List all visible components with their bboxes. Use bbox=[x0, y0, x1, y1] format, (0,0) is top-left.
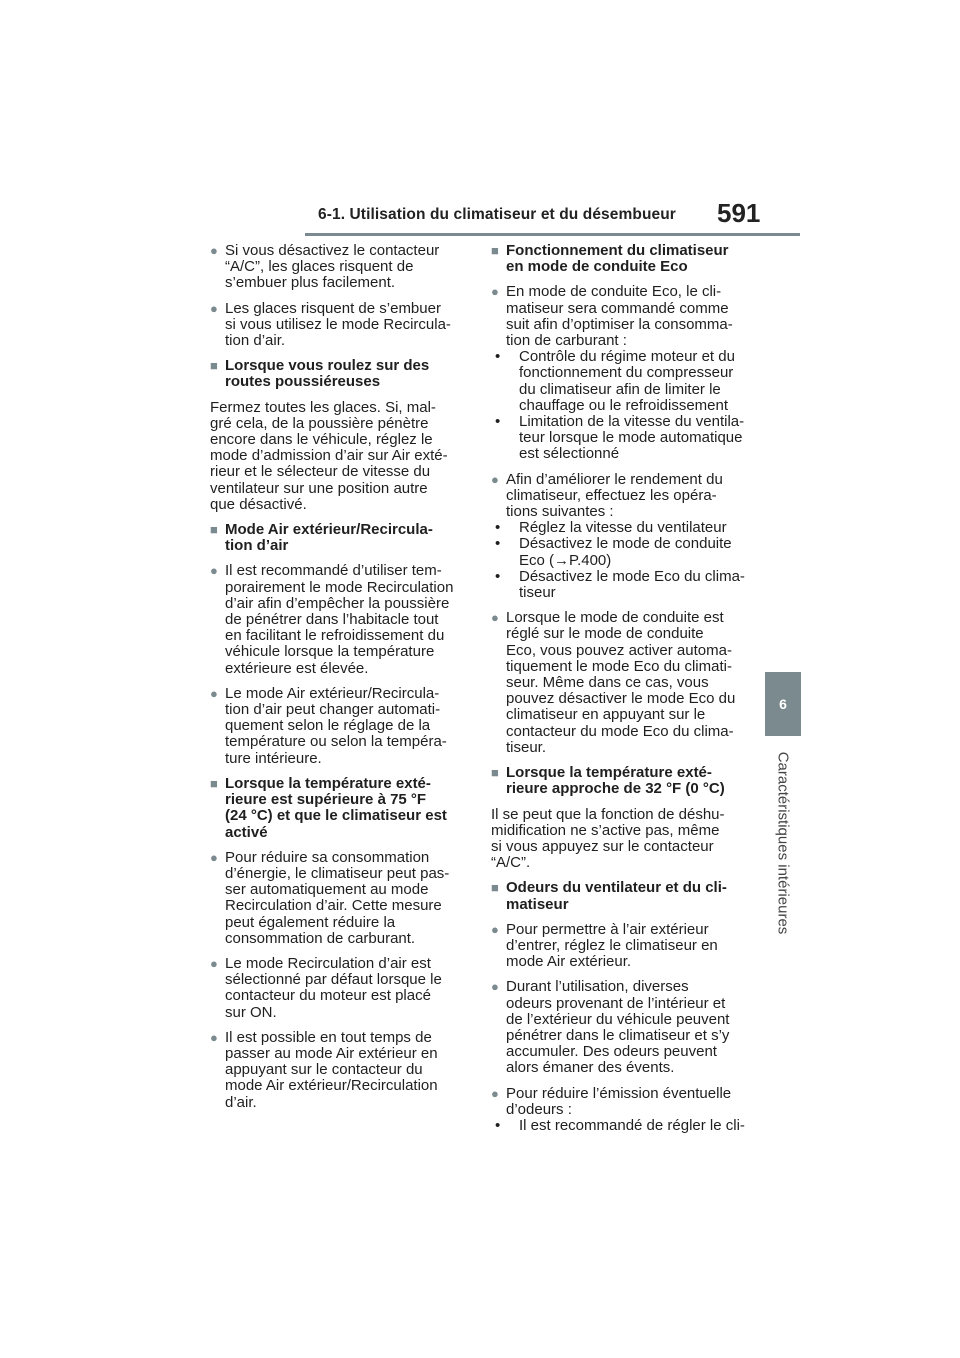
text-line: fonctionnement du compresseur bbox=[519, 364, 734, 382]
text-line: d’énergie, le climatiseur peut pas- bbox=[225, 864, 450, 882]
text-line: tiquement le mode Eco du climati- bbox=[506, 657, 732, 675]
text-line: Recirculation d’air. Cette mesure bbox=[225, 897, 442, 915]
text-line: • Limitation de la vitesse du ventila- bbox=[519, 413, 745, 431]
text-line: odeurs provenant de l’intérieur et bbox=[506, 994, 726, 1012]
text-line: tion d’air bbox=[225, 537, 289, 555]
text-line: ● Il est recommandé d’utiliser tem- bbox=[225, 562, 442, 580]
text-line: d’odeurs : bbox=[506, 1100, 572, 1118]
text-line: rieure est supérieure à 75 °F bbox=[225, 791, 427, 809]
text-line: activé bbox=[225, 823, 268, 841]
text-line: passer au mode Air extérieur en bbox=[225, 1044, 438, 1062]
list-item bbox=[491, 1118, 749, 1134]
text-line: ■ Lorsque la température exté- bbox=[506, 764, 712, 782]
text-line: consommation de carburant. bbox=[225, 929, 416, 947]
header-divider bbox=[305, 233, 800, 236]
text-line: ■ Lorsque vous roulez sur des bbox=[225, 357, 430, 375]
list-item bbox=[491, 520, 749, 536]
text-line: ● En mode de conduite Eco, le cli- bbox=[506, 283, 722, 301]
right-column bbox=[491, 243, 749, 1143]
chapter-title: Caractéristiques intérieures bbox=[774, 751, 792, 935]
text-line: tion d’air. bbox=[225, 332, 286, 350]
list-item bbox=[491, 349, 749, 414]
section-heading bbox=[491, 765, 749, 797]
text-line: matiseur bbox=[506, 895, 569, 913]
text-line: ● Le mode Recirculation d’air est bbox=[225, 954, 431, 972]
text-line: rieur et le sélecteur de vitesse du bbox=[210, 463, 431, 481]
bullet-note bbox=[491, 610, 749, 756]
text-line: tion d’air peut changer automati- bbox=[225, 701, 441, 719]
text-line: ● Le mode Air extérieur/Recircula- bbox=[225, 684, 440, 702]
text-line: midification ne s’active pas, même bbox=[491, 821, 720, 839]
bullet-note bbox=[210, 563, 468, 676]
text-line: si vous appuyez sur le contacteur bbox=[491, 837, 714, 855]
text-line: seur. Même dans ce cas, vous bbox=[506, 674, 709, 692]
section-heading bbox=[210, 358, 468, 390]
text-line: alors émaner des évents. bbox=[506, 1059, 675, 1077]
bullet-note bbox=[491, 922, 749, 971]
bullet-note bbox=[210, 956, 468, 1021]
text-line: ■ Mode Air extérieur/Recircula- bbox=[225, 521, 433, 539]
text-line: mode Air extérieur/Recirculation bbox=[225, 1077, 438, 1095]
text-line: en facilitant le refroidissement du bbox=[225, 627, 445, 645]
text-line: pouvez désactiver le mode Eco du bbox=[506, 690, 736, 708]
text-line: ■ Fonctionnement du climatiseur bbox=[506, 242, 729, 259]
text-line: ■ Lorsque la température exté- bbox=[225, 774, 431, 792]
text-line: Fermez toutes les glaces. Si, mal- bbox=[210, 398, 436, 416]
text-line: peut également réduire la bbox=[225, 913, 396, 931]
bullet-note bbox=[210, 243, 468, 292]
text-line: ● Lorsque le mode de conduite est bbox=[506, 609, 724, 627]
text-line: “A/C”, les glaces risquent de bbox=[225, 258, 414, 276]
list-item bbox=[491, 414, 749, 463]
text-line: ● Durant l’utilisation, diverses bbox=[506, 978, 689, 996]
text-line: rieure approche de 32 °F (0 °C) bbox=[506, 780, 725, 798]
text-line: accumuler. Des odeurs peuvent bbox=[506, 1043, 717, 1061]
text-line: du climatiseur afin de limiter le bbox=[519, 380, 721, 398]
text-line: routes poussiéreuses bbox=[225, 373, 381, 391]
text-line: • Réglez la vitesse du ventilateur bbox=[519, 519, 727, 537]
text-line: ● Pour réduire l’émission éventuelle bbox=[506, 1084, 732, 1102]
text-line: d’air. bbox=[225, 1093, 257, 1111]
paragraph bbox=[491, 807, 749, 872]
text-line: en mode de conduite Eco bbox=[506, 258, 688, 276]
text-line: de l’extérieur du véhicule peuvent bbox=[506, 1010, 730, 1028]
text-line: quement selon le réglage de la bbox=[225, 717, 431, 735]
text-line: suit afin d’optimiser la consomma- bbox=[506, 315, 733, 333]
chapter-number: 6 bbox=[779, 696, 787, 712]
text-line: ● Les glaces risquent de s’embuer bbox=[225, 299, 441, 317]
bullet-note bbox=[491, 472, 749, 521]
text-line: d’air afin d’empêcher la poussière bbox=[225, 594, 450, 612]
bullet-note bbox=[210, 1030, 468, 1111]
text-line: climatiseur en appuyant sur le bbox=[506, 706, 706, 724]
text-line: mode Air extérieur. bbox=[506, 953, 632, 971]
text-line: d’entrer, réglez le climatiseur en bbox=[506, 936, 718, 954]
section-heading bbox=[210, 522, 468, 554]
text-line: ● Afin d’améliorer le rendement du bbox=[506, 470, 723, 488]
text-line: est sélectionné bbox=[519, 445, 620, 463]
bullet-note bbox=[491, 1086, 749, 1118]
bullet-note bbox=[210, 686, 468, 767]
section-title: 6-1. Utilisation du climatiseur et du désembueur bbox=[318, 206, 676, 223]
text-line: • Désactivez le mode Eco du clima- bbox=[519, 567, 745, 585]
page-number: 591 bbox=[717, 198, 761, 228]
text-line: gré cela, de la poussière pénètre bbox=[210, 414, 429, 432]
text-line: sélectionné par défaut lorsque le bbox=[225, 971, 442, 989]
text-line: ● Si vous désactivez le contacteur bbox=[225, 242, 440, 259]
bullet-note bbox=[210, 301, 468, 350]
list-item bbox=[491, 569, 749, 601]
text-line: contacteur du mode Eco du clima- bbox=[506, 722, 734, 740]
text-line: Eco, vous pouvez activer automa- bbox=[506, 641, 732, 659]
text-line: tion de carburant : bbox=[506, 332, 627, 350]
text-line: tions suivantes : bbox=[506, 503, 614, 521]
bullet-note bbox=[210, 850, 468, 947]
text-line: s’embuer plus facilement. bbox=[225, 274, 396, 292]
text-line: ture intérieure. bbox=[225, 749, 322, 767]
text-line: appuyant sur le contacteur du bbox=[225, 1061, 423, 1079]
text-line: (24 °C) et que le climatiseur est bbox=[225, 807, 447, 825]
text-line: • Désactivez le mode de conduite bbox=[519, 535, 732, 553]
text-line: Il se peut que la fonction de déshu- bbox=[491, 805, 725, 823]
bullet-note bbox=[491, 979, 749, 1076]
text-line: réglé sur le mode de conduite bbox=[506, 625, 704, 643]
paragraph bbox=[210, 400, 468, 513]
text-line: contacteur du moteur est placé bbox=[225, 987, 431, 1005]
text-line: teur lorsque le mode automatique bbox=[519, 429, 743, 447]
text-line: • Contrôle du régime moteur et du bbox=[519, 348, 735, 366]
text-line: ● Pour réduire sa consommation bbox=[225, 848, 430, 866]
text-line: porairement le mode Recirculation bbox=[225, 578, 454, 596]
text-line: matiseur sera commandé comme bbox=[506, 299, 729, 317]
text-line: de pénétrer dans l’habitacle tout bbox=[225, 611, 439, 629]
section-heading bbox=[491, 880, 749, 912]
text-line: “A/C”. bbox=[491, 854, 531, 872]
text-line: chauffage ou le refroidissement bbox=[519, 396, 729, 414]
list-item bbox=[491, 536, 749, 568]
section-heading bbox=[491, 243, 749, 275]
text-line: • Il est recommandé de régler le cli- bbox=[519, 1116, 745, 1134]
text-line: climatiseur, effectuez les opéra- bbox=[506, 486, 717, 504]
text-line: ● Il est possible en tout temps de bbox=[225, 1028, 432, 1046]
text-line: ■ Odeurs du ventilateur et du cli- bbox=[506, 879, 727, 897]
chapter-tab bbox=[765, 672, 801, 736]
text-line: Eco (→P.400) bbox=[519, 551, 612, 569]
text-line: véhicule lorsque la température bbox=[225, 643, 435, 661]
text-line: ● Pour permettre à l’air extérieur bbox=[506, 920, 709, 938]
text-line: tiseur. bbox=[506, 738, 547, 756]
text-line: que désactivé. bbox=[210, 495, 307, 513]
text-line: tiseur bbox=[519, 584, 556, 602]
text-line: extérieure est élevée. bbox=[225, 659, 369, 677]
text-line: température ou selon la tempéra- bbox=[225, 733, 447, 751]
text-line: ventilateur sur une position autre bbox=[210, 479, 428, 497]
text-line: si vous utilisez le mode Recircula- bbox=[225, 315, 451, 333]
text-line: encore dans le véhicule, réglez le bbox=[210, 431, 433, 449]
section-heading bbox=[210, 776, 468, 841]
text-line: mode d’admission d’air sur Air exté- bbox=[210, 447, 448, 465]
left-column bbox=[210, 243, 468, 1120]
text-line: sur ON. bbox=[225, 1003, 277, 1021]
bullet-note bbox=[491, 284, 749, 349]
text-line: ser automatiquement au mode bbox=[225, 881, 429, 899]
text-line: pénétrer dans le climatiseur et s’y bbox=[506, 1026, 730, 1044]
